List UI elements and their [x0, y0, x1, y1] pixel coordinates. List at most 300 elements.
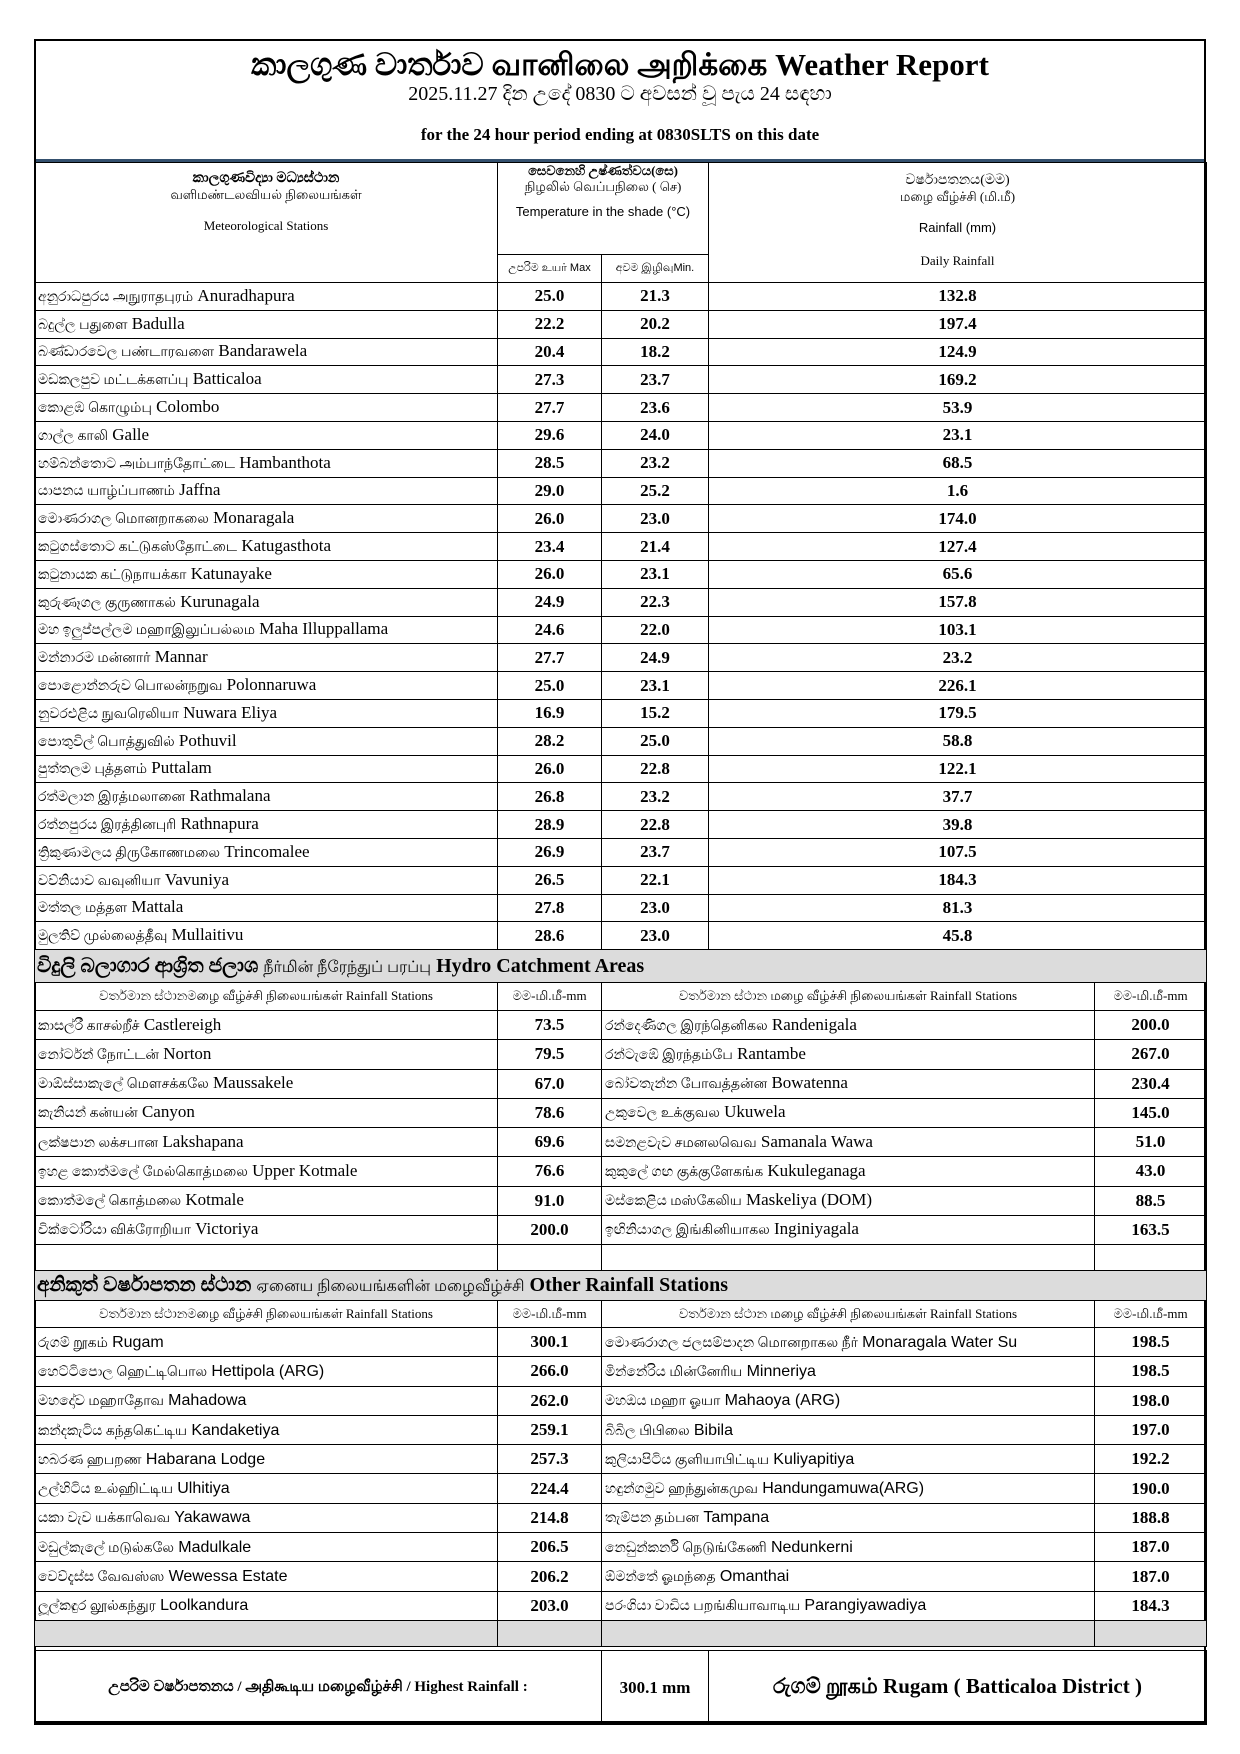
rainfall-value: 76.6	[498, 1157, 602, 1186]
english-name: Bowatenna	[771, 1073, 848, 1093]
max-value: 25.0	[498, 672, 602, 700]
station-name	[35, 1069, 498, 1098]
station-name	[35, 310, 498, 338]
english-name: Mahadowa	[168, 1392, 247, 1410]
station-name	[35, 922, 498, 950]
station-header: වර්තමාන ස්ථාන மழை வீழ்ச்சி நிலையங்கள் Rainfall Stations	[602, 983, 1095, 1011]
station-name	[35, 783, 498, 811]
table-row	[35, 1562, 1207, 1591]
english-name: Kotmale	[185, 1190, 244, 1210]
station-name	[35, 588, 498, 616]
table-row	[35, 394, 1207, 422]
local-name: කන්දකැටිය கந்தகெட்டிய	[38, 1423, 188, 1439]
title-ta: ஏனைய நிலையங்களின் மழைவீழ்ச்சி	[256, 1278, 525, 1295]
table-row	[35, 283, 1207, 311]
local-name: උකුවෙල உக்குவல	[605, 1106, 720, 1122]
rainfall-value: 197.0	[1095, 1415, 1207, 1444]
blank-cell	[1095, 1245, 1207, 1271]
local-name: හඳුන්ගමුව ஹந்துன்கமுவ	[605, 1482, 758, 1498]
english-name: Tampana	[703, 1509, 770, 1527]
station-name	[35, 866, 498, 894]
station-name	[602, 1128, 1095, 1157]
station-name	[602, 1562, 1095, 1591]
max-value: 29.0	[498, 477, 602, 505]
station-name	[35, 811, 498, 839]
station-name	[35, 1040, 498, 1069]
rainfall-value: 230.4	[1095, 1069, 1207, 1098]
english-name: Galle	[112, 424, 150, 444]
english-name: Inginiyagala	[774, 1219, 859, 1239]
rain-value: 37.7	[709, 783, 1207, 811]
local-name: ගාල්ල காலி	[38, 428, 109, 444]
rainfall-value: 187.0	[1095, 1562, 1207, 1591]
station-name	[602, 1157, 1095, 1186]
english-name: Victoriya	[195, 1219, 259, 1239]
rainfall-value: 145.0	[1095, 1098, 1207, 1127]
rain-value: 23.2	[709, 644, 1207, 672]
rainfall-value: 51.0	[1095, 1128, 1207, 1157]
english-name: Puttalam	[151, 758, 212, 778]
english-name: Minneriya	[746, 1362, 816, 1380]
english-name: Nedunkerni	[770, 1538, 853, 1556]
english-name: Samanala Wawa	[760, 1131, 873, 1151]
local-name: කොළඹ கொழும்பு	[38, 401, 152, 417]
table-row	[35, 811, 1207, 839]
min-header: අවම இழிவுMin.	[602, 255, 709, 283]
report-title: කාලගුණ වාර්තාව வானிலை அறிக்கை Weather Report	[251, 47, 989, 82]
min-value: 22.1	[602, 866, 709, 894]
station-name	[35, 1591, 498, 1620]
other-rainfall-table	[34, 1270, 1207, 1647]
english-name: Katugasthota	[241, 536, 332, 556]
station-name	[602, 1357, 1095, 1386]
rainfall-value: 187.0	[1095, 1533, 1207, 1562]
max-value: 23.4	[498, 533, 602, 561]
report-date: 2025.11.27 දින උදේ 0830 ට අවසන් වූ පැය 24 සඳහා	[408, 83, 832, 105]
rainfall-value: 79.5	[498, 1040, 602, 1069]
local-name: හබරණ ஹபறண	[38, 1452, 142, 1468]
english-name: Nuwara Eliya	[183, 702, 278, 722]
station-name	[602, 1474, 1095, 1503]
english-name: Canyon	[141, 1102, 195, 1122]
rainfall-value: 200.0	[498, 1215, 602, 1244]
local-name: වෙව්දැස්ස வேவஸ்ஸ	[38, 1570, 165, 1586]
mm-header: මම-மி.மீ-mm	[498, 1301, 602, 1328]
english-name: Hettipola (ARG)	[211, 1362, 325, 1380]
local-name: අනුරාධපුරය அநுராதபுரம்	[38, 289, 194, 305]
rainfall-column-header	[709, 163, 1207, 283]
table-row	[35, 894, 1207, 922]
table-row	[35, 1415, 1207, 1444]
station-column-header	[35, 163, 498, 283]
english-name: Bibila	[693, 1421, 734, 1439]
min-value: 21.3	[602, 283, 709, 311]
min-value: 23.7	[602, 366, 709, 394]
rain-value: 68.5	[709, 449, 1207, 477]
table-row	[35, 366, 1207, 394]
table-row	[35, 421, 1207, 449]
rainfall-value: 224.4	[498, 1474, 602, 1503]
english-name: Parangiyawadiya	[804, 1597, 927, 1615]
table-row	[35, 1386, 1207, 1415]
station-name	[35, 283, 498, 311]
station-name	[35, 755, 498, 783]
max-value: 26.8	[498, 783, 602, 811]
max-value: 28.2	[498, 727, 602, 755]
station-name	[35, 1445, 498, 1474]
station-name	[35, 1128, 498, 1157]
english-name: Mullaitivu	[171, 925, 244, 945]
station-name	[602, 1040, 1095, 1069]
table-row	[35, 644, 1207, 672]
table-row	[35, 1098, 1207, 1127]
table-row	[35, 727, 1207, 755]
max-value: 26.0	[498, 755, 602, 783]
english-name: Katunayake	[190, 563, 272, 583]
max-value: 26.0	[498, 560, 602, 588]
blank-cell	[1095, 1620, 1207, 1646]
mm-header: මම-மி.மீ-mm	[1095, 1301, 1207, 1328]
blank-cell	[602, 1620, 1095, 1646]
station-name	[35, 366, 498, 394]
station-name	[35, 1415, 498, 1444]
rainfall-value: 203.0	[498, 1591, 602, 1620]
max-value: 28.6	[498, 922, 602, 950]
title-en: Hydro Catchment Areas	[436, 954, 645, 977]
min-value: 25.0	[602, 727, 709, 755]
table-row	[35, 616, 1207, 644]
english-name: Wewessa Estate	[168, 1568, 288, 1586]
rainfall-value: 73.5	[498, 1011, 602, 1040]
local-name: මස්කෙළිය மஸ்கேலிய	[605, 1194, 742, 1210]
english-name: Handungamuwa(ARG)	[762, 1480, 925, 1498]
title-si: විදුලි බලාගාර ආශ්‍රිත ජලාශ	[37, 954, 259, 977]
english-name: Maussakele	[213, 1073, 294, 1093]
local-name: කැනියන් கன்யன்	[38, 1106, 138, 1122]
header-si: කාලගුණවිද්‍යා මධ්‍යස්ථාන	[192, 171, 340, 186]
max-value: 24.6	[498, 616, 602, 644]
min-value: 23.7	[602, 838, 709, 866]
min-value: 15.2	[602, 699, 709, 727]
min-value: 23.1	[602, 672, 709, 700]
english-name: Monaragala	[213, 508, 295, 528]
station-name	[35, 1533, 498, 1562]
table-row	[35, 477, 1207, 505]
local-name: ඕමන්තේ ஓமந்தை	[605, 1570, 716, 1586]
local-name: බණ්ඩාරවෙල பண்டாரவளை	[38, 345, 215, 361]
local-name: ඉඟිනියාගල இங்கினியாகல	[605, 1223, 770, 1239]
local-name: නුවරඑළිය நுவரெலியா	[38, 706, 179, 722]
local-name: නෙඩුන්කර්නි நெடுங்கேணி	[605, 1540, 767, 1556]
table-row	[35, 505, 1207, 533]
station-name	[35, 560, 498, 588]
local-name: ලූල්කඳුර லூல்கந்துர	[38, 1599, 156, 1615]
header-en: Temperature in the shade (°C)	[515, 204, 691, 219]
rain-value: 122.1	[709, 755, 1207, 783]
station-name	[602, 1386, 1095, 1415]
local-name: ඉහළ කොත්මලේ மேல்கொத்மலை	[38, 1164, 248, 1180]
rainfall-value: 198.0	[1095, 1386, 1207, 1415]
header-si: සෙවනෙහි උෂ්ණත්වය(සෙ)	[528, 163, 678, 178]
temperature-column-header	[498, 163, 709, 255]
rainfall-value: 206.5	[498, 1533, 602, 1562]
english-name: Loolkandura	[160, 1597, 249, 1615]
rainfall-value: 267.0	[1095, 1040, 1207, 1069]
local-name: කාසල්රී காசல்றீச்	[38, 1018, 140, 1034]
station-name	[35, 616, 498, 644]
local-name: මින්නේරිය மின்னேரிய	[605, 1364, 743, 1380]
hydro-catchment-table	[34, 949, 1207, 1271]
max-value: 26.5	[498, 866, 602, 894]
station-name	[35, 1011, 498, 1040]
english-name: Pothuvil	[178, 730, 237, 750]
local-name: කුලියාපිටිය குளியாபிட்டிய	[605, 1452, 770, 1468]
english-name: Polonnaruwa	[226, 675, 317, 695]
station-name	[35, 1157, 498, 1186]
rain-value: 45.8	[709, 922, 1207, 950]
station-name	[35, 644, 498, 672]
highest-rainfall-station: රුගම් றூகம் Rugam ( Batticaloa District )	[709, 1651, 1207, 1725]
table-row	[35, 1474, 1207, 1503]
english-name: Castlereigh	[143, 1014, 222, 1034]
local-name: තැම්පන தம்பன	[605, 1511, 700, 1527]
rain-value: 23.1	[709, 421, 1207, 449]
min-value: 23.2	[602, 783, 709, 811]
local-name: වික්ටෝරියා விக்ரோறியா	[38, 1223, 192, 1239]
local-name: ලක්ෂපාන லக்சபான	[38, 1135, 159, 1151]
local-name: රත්මලාන இரத்மலானை	[38, 790, 186, 806]
rainfall-value: 67.0	[498, 1069, 602, 1098]
station-name	[35, 1562, 498, 1591]
station-name	[35, 477, 498, 505]
max-value: 27.7	[498, 394, 602, 422]
station-name	[35, 727, 498, 755]
station-name	[35, 1098, 498, 1127]
header-ta: நிழலில் வெப்பநிலை ( செ)	[524, 179, 682, 194]
station-name	[35, 1503, 498, 1532]
max-value: 27.8	[498, 894, 602, 922]
local-name: මඩුල්කැලේ மடுல்கலே	[38, 1540, 175, 1556]
local-name: බදුල්ල பதுளை	[38, 317, 128, 333]
min-value: 22.8	[602, 755, 709, 783]
meteorological-stations-table	[34, 162, 1207, 950]
english-name: Maha Illuppallama	[259, 619, 389, 639]
table-row	[35, 533, 1207, 561]
blank-cell	[498, 1245, 602, 1271]
station-name	[35, 699, 498, 727]
english-name: Rugam	[112, 1333, 164, 1351]
table-row	[35, 1128, 1207, 1157]
station-name	[35, 505, 498, 533]
rain-value: 65.6	[709, 560, 1207, 588]
station-name	[602, 1098, 1095, 1127]
report-header	[36, 41, 1204, 162]
table-row	[35, 1503, 1207, 1532]
english-name: Kuliyapitiya	[773, 1450, 855, 1468]
rain-value: 127.4	[709, 533, 1207, 561]
english-name: Lakshapana	[162, 1131, 244, 1151]
rain-value: 81.3	[709, 894, 1207, 922]
english-name: Colombo	[156, 397, 220, 417]
station-name	[602, 1445, 1095, 1474]
weather-report	[34, 39, 1206, 1724]
rain-value: 169.2	[709, 366, 1207, 394]
rain-value: 53.9	[709, 394, 1207, 422]
header-ta: மழை வீழ்ச்சி (மி.மீ)	[899, 189, 1016, 204]
table-row	[35, 1011, 1207, 1040]
english-name: Yakawawa	[174, 1509, 251, 1527]
hydro-section-title	[35, 950, 1207, 983]
header-daily: Daily Rainfall	[920, 253, 995, 268]
rainfall-value: 198.5	[1095, 1357, 1207, 1386]
table-row	[35, 783, 1207, 811]
table-row	[35, 1215, 1207, 1244]
rain-value: 174.0	[709, 505, 1207, 533]
station-name	[35, 394, 498, 422]
local-name: නෝර්ටන් நோட்டன்	[38, 1047, 159, 1063]
highest-rainfall-value: 300.1 mm	[602, 1651, 709, 1725]
local-name: වව්නියාව வவுனியா	[38, 873, 161, 889]
rain-value: 1.6	[709, 477, 1207, 505]
rainfall-value: 214.8	[498, 1503, 602, 1532]
station-name	[35, 1328, 498, 1357]
min-value: 18.2	[602, 338, 709, 366]
english-name: Madulkale	[178, 1538, 252, 1556]
table-row	[35, 672, 1207, 700]
local-name: මඩකලපුව மட்டக்களப்பு	[38, 373, 189, 389]
min-value: 25.2	[602, 477, 709, 505]
rainfall-value: 200.0	[1095, 1011, 1207, 1040]
english-name: Badulla	[131, 313, 185, 333]
local-name: රන්ටැඹේ இரந்தம்பே	[605, 1047, 733, 1063]
local-name: ත්‍රිකුණාමලය திருகோணமலை	[38, 845, 220, 861]
max-value: 26.0	[498, 505, 602, 533]
title-ta: நீர்மின் நீரேந்துப் பரப்பு	[263, 958, 432, 976]
local-name: බිබිල பிபிலை	[605, 1423, 690, 1439]
rain-value: 124.9	[709, 338, 1207, 366]
highest-rainfall-label: උපරිම වර්ෂාපතනය / அதிகூடிய மழைவீழ்ச்சி / Highest Rainfall :	[35, 1651, 602, 1725]
english-name: Rathnapura	[180, 814, 259, 834]
rain-value: 226.1	[709, 672, 1207, 700]
rain-value: 197.4	[709, 310, 1207, 338]
local-name: බෝවතැන්න போவத்தன்ன	[605, 1077, 768, 1093]
english-name: Trincomalee	[224, 841, 310, 861]
rainfall-value: 91.0	[498, 1186, 602, 1215]
rainfall-value: 163.5	[1095, 1215, 1207, 1244]
station-name	[35, 1357, 498, 1386]
other-section-title	[35, 1271, 1207, 1301]
english-name: Rathmalana	[189, 786, 271, 806]
station-name	[35, 1474, 498, 1503]
english-name: Kurunagala	[180, 591, 260, 611]
max-value: 27.7	[498, 644, 602, 672]
local-name: යාපනය யாழ்ப்பாணம்	[38, 484, 175, 500]
local-name: පොතුවිල් பொத்துவில்	[38, 734, 175, 750]
local-name: මාඕස්සාකැලේ மௌசக்கலே	[38, 1077, 209, 1093]
local-name: කුකුලේ ගඟ குக்குளேகங்க	[605, 1164, 764, 1180]
english-name: Rantambe	[737, 1043, 806, 1063]
min-value: 23.0	[602, 922, 709, 950]
rain-value: 103.1	[709, 616, 1207, 644]
station-header: වර්තමාන ස්ථාන மழை வீழ்ச்சி நிலையங்கள் Rainfall Stations	[602, 1301, 1095, 1328]
rainfall-value: 262.0	[498, 1386, 602, 1415]
max-value: 22.2	[498, 310, 602, 338]
english-name: Mannar	[154, 647, 208, 667]
table-row	[35, 866, 1207, 894]
table-row	[35, 338, 1207, 366]
header-si: වර්ෂාපතනය(මම)	[905, 173, 1010, 188]
local-name: උල්හිටිය உல்ஹிட்டிய	[38, 1482, 173, 1498]
local-name: මන්නාරම மன்னார்	[38, 651, 151, 667]
english-name: Mattala	[131, 897, 184, 917]
blank-cell	[35, 1245, 498, 1271]
rain-value: 58.8	[709, 727, 1207, 755]
header-ta: வளிமண்டலவியல் நிலையங்கள்	[170, 187, 362, 202]
min-value: 22.0	[602, 616, 709, 644]
max-header: උපරිම உயர் Max	[498, 255, 602, 283]
station-name	[602, 1069, 1095, 1098]
rainfall-value: 184.3	[1095, 1591, 1207, 1620]
max-value: 25.0	[498, 283, 602, 311]
station-name	[35, 1186, 498, 1215]
title-en: Other Rainfall Stations	[529, 1274, 729, 1296]
local-name: සමනළවැව சமனலவெவ	[605, 1135, 757, 1151]
english-name: Randenigala	[771, 1014, 857, 1034]
local-name: මුලතිව් முல்லைத்தீவு	[38, 929, 168, 945]
max-value: 24.9	[498, 588, 602, 616]
station-name	[602, 1215, 1095, 1244]
mm-header: මම-மி.மீ-mm	[498, 983, 602, 1011]
station-name	[35, 449, 498, 477]
table-row	[35, 922, 1207, 950]
local-name: මහ ඉලුප්පල්ලම மஹாஇலுப்பல்லம	[38, 623, 256, 639]
local-name: කුරුණෑගල குருணாகல்	[38, 595, 176, 611]
local-name: කටුනායක கட்டுநாயக்கா	[38, 567, 187, 583]
station-header: වර්තමාන ස්ථානමழை வீழ்ச்சி நிலையங்கள் Rainfall Stations	[35, 1301, 498, 1328]
station-name	[602, 1533, 1095, 1562]
table-row	[35, 449, 1207, 477]
station-name	[35, 672, 498, 700]
station-name	[35, 421, 498, 449]
max-value: 28.9	[498, 811, 602, 839]
english-name: Ulhitiya	[177, 1480, 230, 1498]
local-name: රත්නපුරය இரத்தினபுரி	[38, 818, 177, 834]
min-value: 22.8	[602, 811, 709, 839]
min-value: 23.0	[602, 505, 709, 533]
local-name: හම්බන්තොට அம்பாந்தோட்டை	[38, 456, 235, 472]
english-name: Mahaoya (ARG)	[724, 1392, 841, 1410]
local-name: යකා වැව யக்காவெவ	[38, 1511, 170, 1527]
table-row	[35, 1040, 1207, 1069]
english-name: Monaragala Water Su	[862, 1333, 1018, 1351]
local-name: කටුගස්තොට கட்டுகஸ்தோட்டை	[38, 540, 238, 556]
station-name	[35, 1215, 498, 1244]
rainfall-value: 188.8	[1095, 1503, 1207, 1532]
max-value: 16.9	[498, 699, 602, 727]
blank-row	[35, 1620, 1207, 1646]
table-row	[35, 1591, 1207, 1620]
english-name: Habarana Lodge	[145, 1450, 266, 1468]
min-value: 23.1	[602, 560, 709, 588]
rain-value: 157.8	[709, 588, 1207, 616]
table-row	[35, 1186, 1207, 1215]
rain-value: 39.8	[709, 811, 1207, 839]
rainfall-value: 190.0	[1095, 1474, 1207, 1503]
station-name	[35, 338, 498, 366]
station-name	[35, 838, 498, 866]
english-name: Kukuleganaga	[767, 1160, 866, 1180]
min-value: 23.2	[602, 449, 709, 477]
